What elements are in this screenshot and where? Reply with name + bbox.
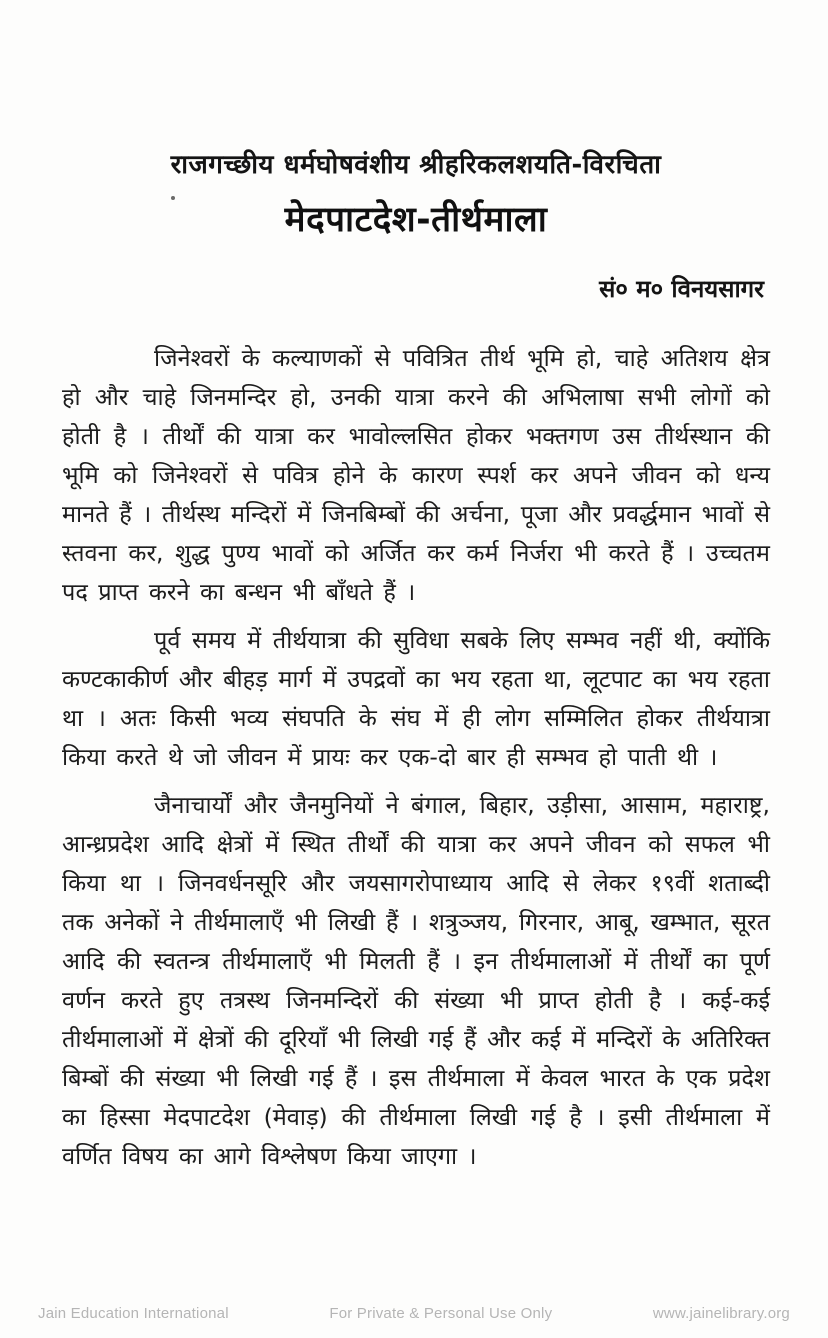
document-title: मेदपाटदेश-तीर्थमाला — [284, 200, 548, 241]
paragraph-1: जिनेश्वरों के कल्याणकों से पवित्रित तीर्थ भूमि हो, चाहे अतिशय क्षेत्र हो और चाहे जिनमन्दिर हो, उनकी यात्रा करने की अभिलाषा सभी लोगों को होती है । तीर्थों की यात्रा कर भावोल्लसित होकर भक्तगण उस तीर्थस्थान की भूमि को जिनेश्वरों से पवित्र होने के कारण स्पर्श कर अपने जीवन को धन्य मानते हैं । तीर्थस्थ मन्दिरों में जिनबिम्बों की अर्चना, पूजा और प्रवर्द्धमान भावों से स्तवना कर, शुद्ध पुण्य भावों को अर्जित कर कर्म निर्जरा भी करते हैं । उच्चतम पद प्राप्त करने का बन्धन भी बाँधते हैं । — [62, 344, 770, 607]
document-body — [62, 339, 770, 1176]
paragraph-2: पूर्व समय में तीर्थयात्रा की सुविधा सबके लिए सम्भव नहीं थी, क्योंकि कण्टकाकीर्ण और बीहड़ मार्ग में उपद्रवों का भय रहता था, लूटपाट का भय रहता था । अतः किसी भव्य संघपति के संघ में ही लोग सम्मिलित होकर तीर्थयात्रा किया करते थे जो जीवन में प्रायः कर एक-दो बार ही सम्भव हो पाती थी । — [62, 626, 770, 772]
paragraph-3: जैनाचार्यों और जैनमुनियों ने बंगाल, बिहार, उड़ीसा, आसाम, महाराष्ट्र, आन्ध्रप्रदेश आदि क्षेत्रों में स्थित तीर्थों की यात्रा कर अपने जीवन को सफल भी किया था । जिनवर्धनसूरि और जयसागरोपाध्याय आदि से लेकर १९वीं शताब्दी तक अनेकों ने तीर्थमालाएँ भी लिखी हैं । शत्रुञ्जय, गिरनार, आबू, खम्भात, सूरत आदि की स्वतन्त्र तीर्थमालाएँ भी मिलती हैं । इन तीर्थमालाओं में तीर्थों का पूर्ण वर्णन करते हुए तत्रस्थ जिनमन्दिरों की संख्या भी प्राप्त होती है । कई-कई तीर्थमालाओं में क्षेत्रों की दूरियाँ भी लिखी गई हैं और कई में मन्दिरों के अतिरिक्त बिम्बों की संख्या भी लिखी गई हैं । इस तीर्थमाला में केवल भारत के एक प्रदेश का हिस्सा मेदपाटदेश (मेवाड़) की तीर्थमाला लिखी गई है । इसी तीर्थमाला में वर्णित विषय का आगे विश्लेषण किया जाएगा । — [62, 791, 770, 1171]
footer-publisher: Jain Education International — [38, 1305, 229, 1322]
scan-ink-speck — [171, 196, 175, 200]
document-header-line: राजगच्छीय धर्मघोषवंशीय श्रीहरिकलशयति-विरचिता — [170, 150, 662, 180]
scan-footer — [0, 1305, 828, 1322]
footer-usage-notice: For Private & Personal Use Only — [329, 1305, 553, 1322]
editor-byline: सं० म० विनयसागर — [599, 275, 764, 304]
footer-website: www.jainelibrary.org — [652, 1305, 790, 1322]
